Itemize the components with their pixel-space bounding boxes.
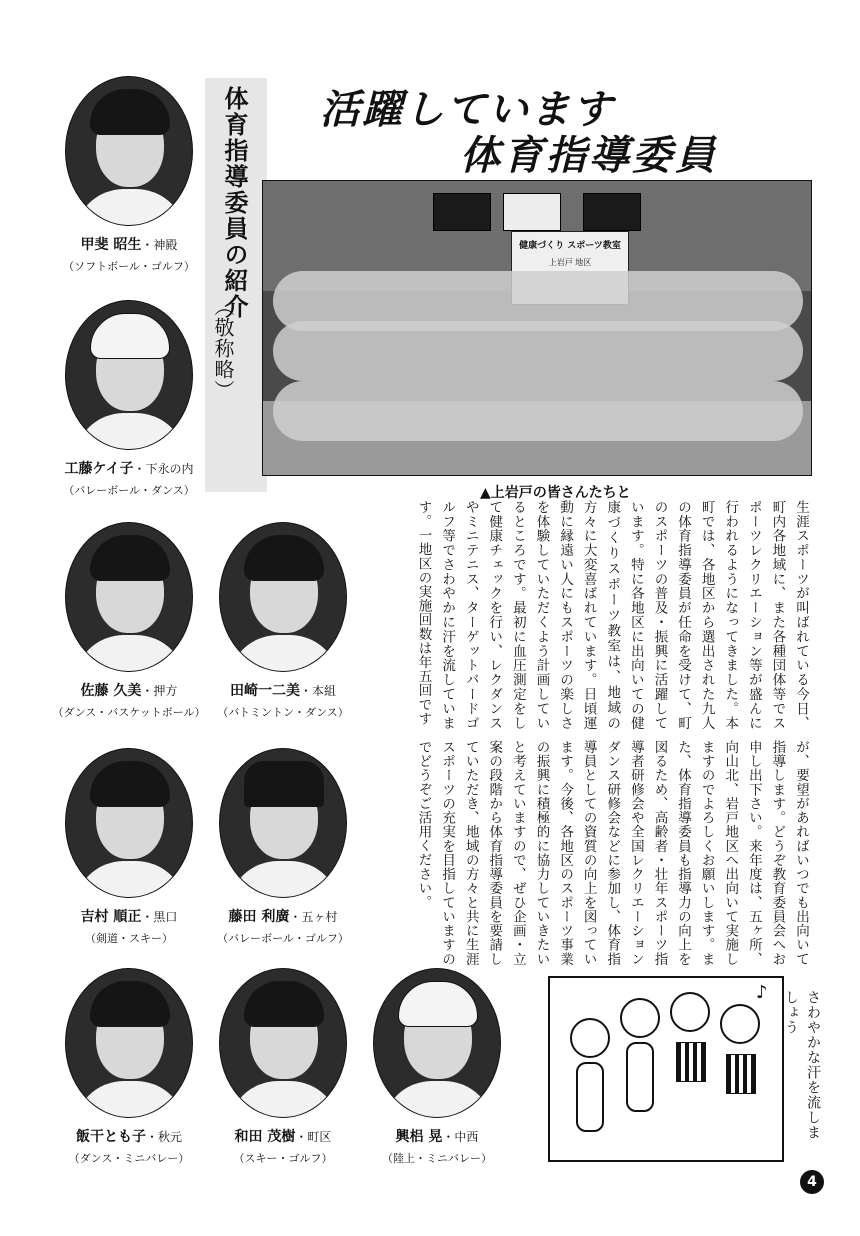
dancing-people-illustration [548,976,784,1162]
member-place: ・黒口 [141,910,178,924]
flag-left [433,193,491,231]
banner-title: 健康づくり スポーツ教室 [519,241,621,251]
page-number: 4 [800,1170,824,1194]
member-sport: （剣道・スキー） [85,932,173,945]
member-card [198,748,368,946]
member-card [352,968,522,1166]
member-portrait [65,76,193,226]
vertical-heading-main: 体育指導委員の紹介 [220,86,248,320]
member-card [44,748,214,946]
member-sport: （バレーボール・ゴルフ） [217,932,349,945]
member-sport: （バレーボール・ダンス） [63,484,195,497]
member-place: ・神殿 [141,238,178,252]
member-portrait [219,522,347,672]
member-portrait [373,968,501,1118]
member-place: ・下永の内 [133,462,194,476]
member-sport: （ダンス・バスケットボール） [52,706,206,719]
member-place: ・秋元 [145,1130,182,1144]
member-place: ・中西 [442,1130,479,1144]
member-portrait [65,300,193,450]
illustration-caption: さわやかな汗を流しましょう [783,990,821,1140]
crowd-middle-row [273,321,803,381]
flag-center [503,193,561,231]
member-sport: （ダンス・ミニバレー） [68,1152,190,1165]
member-portrait [219,748,347,898]
member-card [198,522,368,720]
member-card [44,76,214,274]
member-name: 吉村 順正 [80,909,142,925]
member-name: 興梠 晃 [395,1129,443,1145]
member-portrait [65,968,193,1118]
flag-right [583,193,641,231]
article-text-block-2: が、要望があればいつでも出向いて指導します。どうぞ教育委員会へお申し出下さい。来年度は、五ヶ所、向山北、岩戸地区へ出向いて実施しますのでよろしくお願いします。また、体育指導委員も指導力の向上を図るため、高齢者・壮年スポーツ指導者研修会や全国レクリエーションダンス研修会などに参加し、体育指導員としての資質の向上を図っています。今後、各地区のスポーツ事業の振興に積極的に協力していきたいと考えていますので、ぜひ企画・立案の段階から体育指導委員を要請していただき、地域の方々と共に生涯スポーツの充実を目指していますのでどうぞご活用ください。 [415,740,809,966]
banner-sub: 上岩戸 地区 [548,258,592,267]
member-place: ・町区 [295,1130,332,1144]
vertical-heading [205,78,267,492]
member-name: 田崎一二美 [229,683,300,699]
article-text-block-1: 生涯スポーツが叫ばれている今日、町内各地域に、また各種団体等でスポーツレクリエーション等が盛んに行われるようになってきました。本町では、各地区から選出された九人の体育指導委員が任命を受けて、町のスポーツの普及・振興に活躍しています。特に各地区に出向いての健康づくりスポーツ教室は、地域の方々に大変喜ばれています。日頃運動に縁遠い人にもスポーツの楽しさを体験していただくよう計画しているところです。最初に血圧測定をして健康チェックを行い、レクダンスやミニテニス、ターゲットバードゴルフ等でさわやかに汗を流しています。一地区の実施回数は年五回です [415,500,809,730]
member-place: ・五ヶ村 [289,910,338,924]
music-note-icon: ♪ [756,982,768,1003]
member-name: 藤田 利廣 [228,909,290,925]
page-title-line2: 体育指導委員 [460,133,718,179]
member-portrait [65,522,193,672]
member-card [44,300,214,498]
member-place: ・押方 [141,684,178,698]
member-name: 甲斐 昭生 [80,237,142,253]
member-sport: （陸上・ミニバレー） [382,1152,492,1165]
member-card [44,522,214,720]
member-portrait [65,748,193,898]
member-sport: （バトミントン・ダンス） [217,706,349,719]
member-portrait [219,968,347,1118]
vertical-heading-sub: （敬称略） [211,296,235,401]
member-sport: （ソフトボール・ゴルフ） [63,260,195,273]
crowd-front-row [273,381,803,441]
member-name: 飯干とも子 [75,1129,146,1145]
member-name: 佐藤 久美 [80,683,142,699]
group-photo [262,180,812,476]
page-title-line1: 活躍しています [320,87,614,133]
member-card [44,968,214,1166]
member-name: 和田 茂樹 [234,1129,296,1145]
member-place: ・本組 [299,684,336,698]
member-card [198,968,368,1166]
member-name: 工藤ケイ子 [64,461,134,477]
member-sport: （スキー・ゴルフ） [233,1152,333,1165]
photo-caption: ▲上岩戸の皆さんたちと [480,485,631,501]
